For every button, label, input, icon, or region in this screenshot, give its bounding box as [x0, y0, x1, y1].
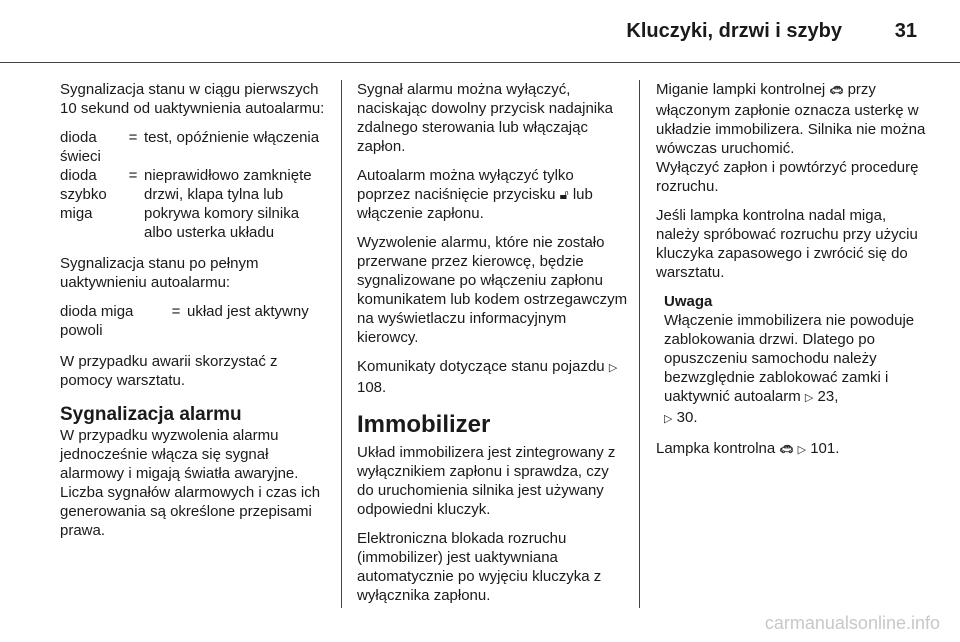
page-number: 31: [894, 20, 917, 42]
column-divider: [341, 80, 342, 608]
control-lamp-ref: [656, 439, 926, 460]
table-desc: układ jest aktywny: [187, 303, 309, 320]
table-term: dioda szybko miga: [60, 167, 107, 222]
watermark: carmanualsonline.info: [764, 613, 940, 633]
failure-text: W przypadku awarii skorzystać z pomocy warsztatu.: [60, 353, 278, 389]
immobilizer-auto-text: Elektroniczna blokada rozruchu (immobilizer) jest uaktywniana automatycznie po wyjęciu kluczyka z wyłącznika zapłonu.: [357, 530, 602, 604]
immobilizer-text: Układ immobilizera jest zintegrowany z wyłącznikiem zapłonu i sprawdza, czy do uruchomienia silnika jest używany odpowiedni kluczyk.: [357, 444, 616, 518]
page-header: [0, 0, 960, 62]
note-text: Włączenie immobilizera nie powoduje zablokowania drzwi. Dlatego po opuszczeniu samochodu należy bezwzględnie zablokować zamki i uaktywnić autoalarm: [664, 312, 915, 405]
note-title: Uwaga: [664, 293, 713, 310]
status-table-1: [60, 128, 330, 242]
table-equals: =: [171, 303, 181, 320]
spare-key-text: Jeśli lampka kontrolna nadal miga, należy spróbować rozruchu przy użyciu kluczyka zapasowego i zwrócić się do warsztatu.: [656, 207, 918, 281]
text-fragment: przy włączonym zapłonie oznacza usterkę w układzie immobilizera. Silnika nie można wówczas uruchomić.: [656, 81, 926, 157]
alarm-off-text: Sygnał alarmu można wyłączyć, naciskając dowolny przycisk nadajnika zdalnego sterowania lub włączając zapłon.: [357, 81, 613, 155]
table-term: dioda świeci: [60, 129, 101, 165]
page-ref-link[interactable]: 23,: [817, 388, 839, 405]
page-ref-arrow-icon: ▷: [664, 413, 673, 425]
immobilizer-car-icon: 🚗︎: [829, 85, 844, 97]
column-2: [357, 80, 629, 615]
warning-lamp-text: [656, 80, 926, 158]
status-full-text: Sygnalizacja stanu po pełnym uaktywnieniu autoalarmu:: [60, 255, 259, 291]
page-ref-link[interactable]: 101.: [810, 440, 840, 457]
alarm-text: W przypadku wyzwolenia alarmu jednocześnie włącza się sygnał alarmowy i migają światła awaryjne. Liczba sygnałów alarmowych i czas ich generowania są określone przepisami prawa.: [60, 427, 321, 539]
column-divider: [639, 80, 640, 608]
page-ref-arrow-icon: ▷: [797, 444, 807, 456]
table-desc: test, opóźnienie włączenia: [144, 129, 320, 146]
text-fragment: Miganie lampki kontrolnej: [656, 81, 826, 98]
text-fragment: lub włączenie zapłonu.: [357, 186, 593, 222]
page-ref-arrow-icon: ▷: [608, 362, 618, 374]
section-heading-immobilizer: Immobilizer: [357, 411, 491, 438]
text-fragment: Autoalarm można wyłączyć tylko poprzez naciśnięcie przycisku: [357, 167, 574, 203]
unlock-key-icon: 🔓︎: [559, 186, 569, 202]
column-1: [60, 80, 330, 550]
table-term: dioda miga powoli: [60, 303, 134, 339]
header-divider: [0, 62, 960, 63]
table-equals: =: [128, 167, 138, 184]
restart-text: Wyłączyć zapłon i powtórzyć procedurę rozruchu.: [656, 159, 919, 195]
chapter-title: Kluczyki, drzwi i szyby: [626, 20, 842, 42]
table-desc: nieprawidłowo zamknięte drzwi, klapa tylna lub pokrywa komory silnika albo usterka układu: [144, 167, 312, 241]
alarm-off-button-text: [357, 166, 629, 223]
page-ref-arrow-icon: ▷: [804, 392, 814, 404]
text-fragment: Lampka kontrolna: [656, 440, 776, 457]
note-box: [656, 292, 926, 429]
status-table-2: [60, 302, 330, 340]
section-heading-alarm: Sygnalizacja alarmu: [60, 404, 242, 425]
immobilizer-car-icon: 🚗︎: [779, 444, 794, 456]
alarm-trigger-text: Wyzwolenie alarmu, które nie zostało przerwane przez kierowcę, będzie sygnalizowane po włączeniu zapłonu komunikatem lub kodem ostrzegawczym na wyświetlaczu informacyjnym kierowcy.: [357, 234, 628, 346]
page-ref-link[interactable]: 30.: [676, 409, 698, 426]
vehicle-messages-ref: [357, 357, 629, 397]
status-intro-text: Sygnalizacja stanu w ciągu pierwszych 10 sekund od uaktywnienia autoalarmu:: [60, 81, 325, 117]
table-equals: =: [128, 129, 138, 146]
page-ref-link[interactable]: 108.: [357, 379, 387, 396]
text-fragment: Komunikaty dotyczące stanu pojazdu: [357, 358, 605, 375]
column-3: [656, 80, 926, 470]
